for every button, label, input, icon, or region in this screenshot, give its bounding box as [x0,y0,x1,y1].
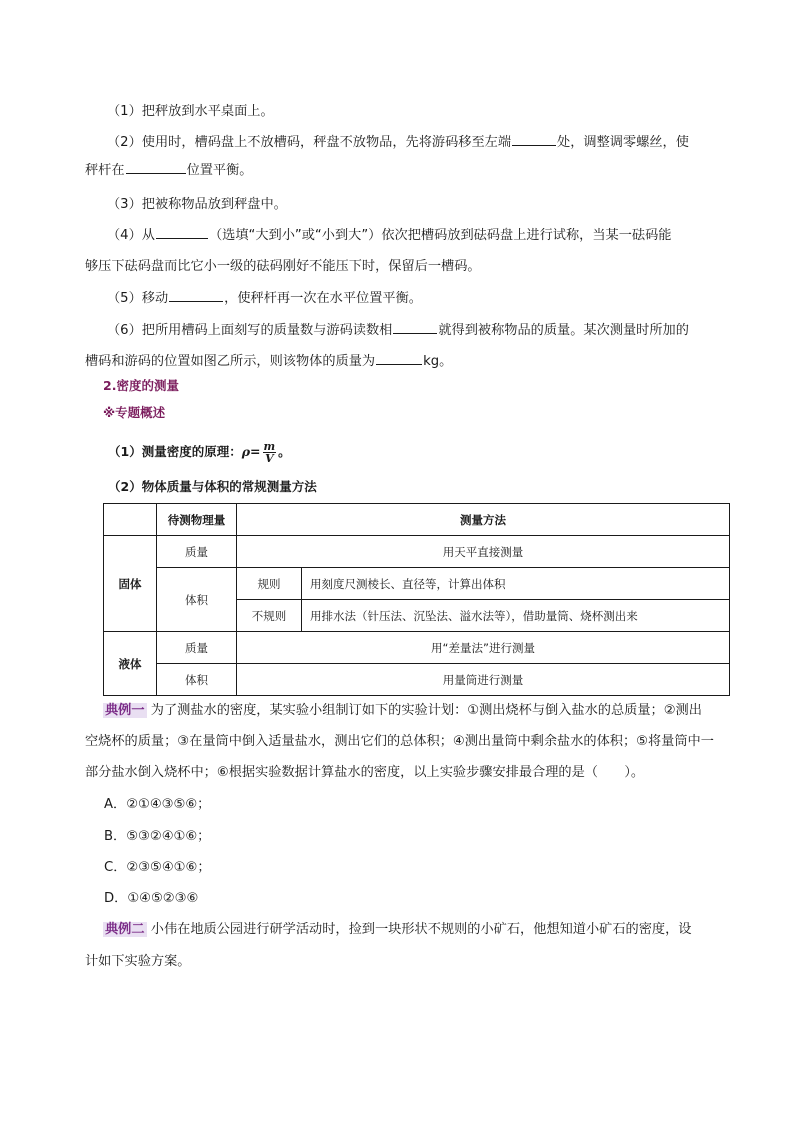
step-5-text-a: （5）移动 [107,291,169,306]
step-4-line-1 [107,226,794,245]
cell-liquid-volume-method: 用量筒进行测量 [237,664,730,696]
step-2-text-a: （2）使用时，槽码盘上不放槽码，秤盘不放物品，先将游码移至左端 [107,135,512,150]
formula-equals: = [250,444,261,459]
example-1-line-2 [85,733,794,751]
step-4-line-2 [85,258,794,276]
overview-heading: ※专题概述 [103,405,166,420]
option-c[interactable]: C．②③⑤④①⑥； [104,860,211,875]
table-row [104,504,730,536]
cell-regular-method: 用刻度尺测棱长、直径等，计算出体积 [302,568,730,600]
cell-solid-volume: 体积 [157,568,237,632]
step-2-line-2 [85,161,794,180]
formula-rho: ρ [241,444,251,459]
step-5-text-b: ，使秤杆再一次在水平位置平衡。 [224,291,422,306]
option-b[interactable]: B．⑤③②④①⑥； [104,829,211,844]
step-4-text-a: （4）从 [107,228,155,243]
formula-period: 。 [278,444,291,459]
step-3 [107,196,794,214]
step-2-text-c: 秤杆在 [85,163,125,178]
table-row [104,536,730,568]
step-6-text-d: kg。 [423,354,453,369]
step-1-text: （1）把秤放到水平桌面上。 [107,104,274,119]
step-4-text-b: （选填“大到小”或“小到大”）依次把槽码放到砝码盘上进行试称，当某一砝码能 [208,228,672,243]
cell-liquid-mass-method: 用“差量法”进行测量 [237,632,730,664]
step-6-text-a: （6）把所用槽码上面刻写的质量数与游码读数相 [107,323,393,338]
row-solid: 固体 [104,536,157,632]
row-liquid: 液体 [104,632,157,696]
header-quantity: 待测物理量 [157,504,237,536]
step-5 [107,289,794,308]
step-3-text: （3）把被称物品放到秤盘中。 [107,197,287,212]
option-a[interactable]: A．②①④③⑤⑥； [104,797,211,812]
principle-label: （1）测量密度的原理： [108,444,242,459]
example-2-line-1 [103,921,794,939]
example-1-text-1: 为了测盐水的密度，某实验小组制订如下的实验计划：①测出烧杯与倒入盐水的总质量；②测出 [150,703,702,718]
table-row [104,664,730,696]
step-4-text-c: 够压下砝码盘而比它小一级的砝码刚好不能压下时，保留后一槽码。 [85,259,481,274]
option-d[interactable]: D．①④⑤②③⑥ [104,891,199,906]
density-principle [108,441,794,464]
section-title: 2.密度的测量 [103,378,179,393]
cell-liquid-mass: 质量 [157,632,237,664]
step-6-text-b: 就得到被称物品的质量。某次测量时所加的 [438,323,689,338]
cell-solid-mass: 质量 [157,536,237,568]
example-1-tag: 典例一 [105,703,145,718]
cell-regular: 规则 [237,568,302,600]
table-row [104,632,730,664]
formula-denominator: V [265,452,274,465]
answer-blank[interactable] [393,321,437,334]
example-1-line-3 [85,764,794,782]
table-cell-empty [104,504,157,536]
cell-irregular: 不规则 [237,600,302,632]
cell-liquid-volume: 体积 [157,664,237,696]
example-1-line-1 [103,702,794,720]
formula-fraction [263,441,277,464]
step-6-line-1 [107,321,794,340]
step-6-text-c: 槽码和游码的位置如图乙所示，则该物体的质量为 [85,354,376,369]
table-row [104,568,730,600]
formula-numerator: m [263,440,276,453]
methods-title: （2）物体质量与体积的常规测量方法 [108,479,317,494]
step-2-text-b: 处，调整调零螺丝，使 [557,135,689,150]
example-1-text-2: 空烧杯的质量；③在量筒中倒入适量盐水，测出它们的总体积；④测出量筒中剩余盐水的体积；⑤将量筒中一 [85,734,714,749]
answer-blank[interactable] [376,352,422,365]
header-method: 测量方法 [237,504,730,536]
answer-blank[interactable] [169,289,223,302]
cell-irregular-method: 用排水法（针压法、沉坠法、溢水法等），借助量筒、烧杯测出来 [302,600,730,632]
answer-blank[interactable] [126,161,186,174]
step-2-text-d: 位置平衡。 [186,163,253,178]
example-2-text-1: 小伟在地质公园进行研学活动时，捡到一块形状不规则的小矿石，他想知道小矿石的密度，设 [150,922,692,937]
example-2-tag: 典例二 [105,922,145,937]
answer-blank[interactable] [512,133,556,146]
example-2-text-2: 计如下实验方案。 [85,954,191,969]
example-2-line-2 [85,953,794,971]
step-2-line-1 [107,133,794,152]
answer-blank[interactable] [156,226,208,239]
step-1 [107,103,794,121]
measurement-methods-table [103,503,730,696]
step-6-line-2 [85,352,794,371]
cell-solid-mass-method: 用天平直接测量 [237,536,730,568]
example-1-text-3: 部分盐水倒入烧杯中；⑥根据实验数据计算盐水的密度，以上实验步骤安排最合理的是（ ）。 [85,765,645,780]
